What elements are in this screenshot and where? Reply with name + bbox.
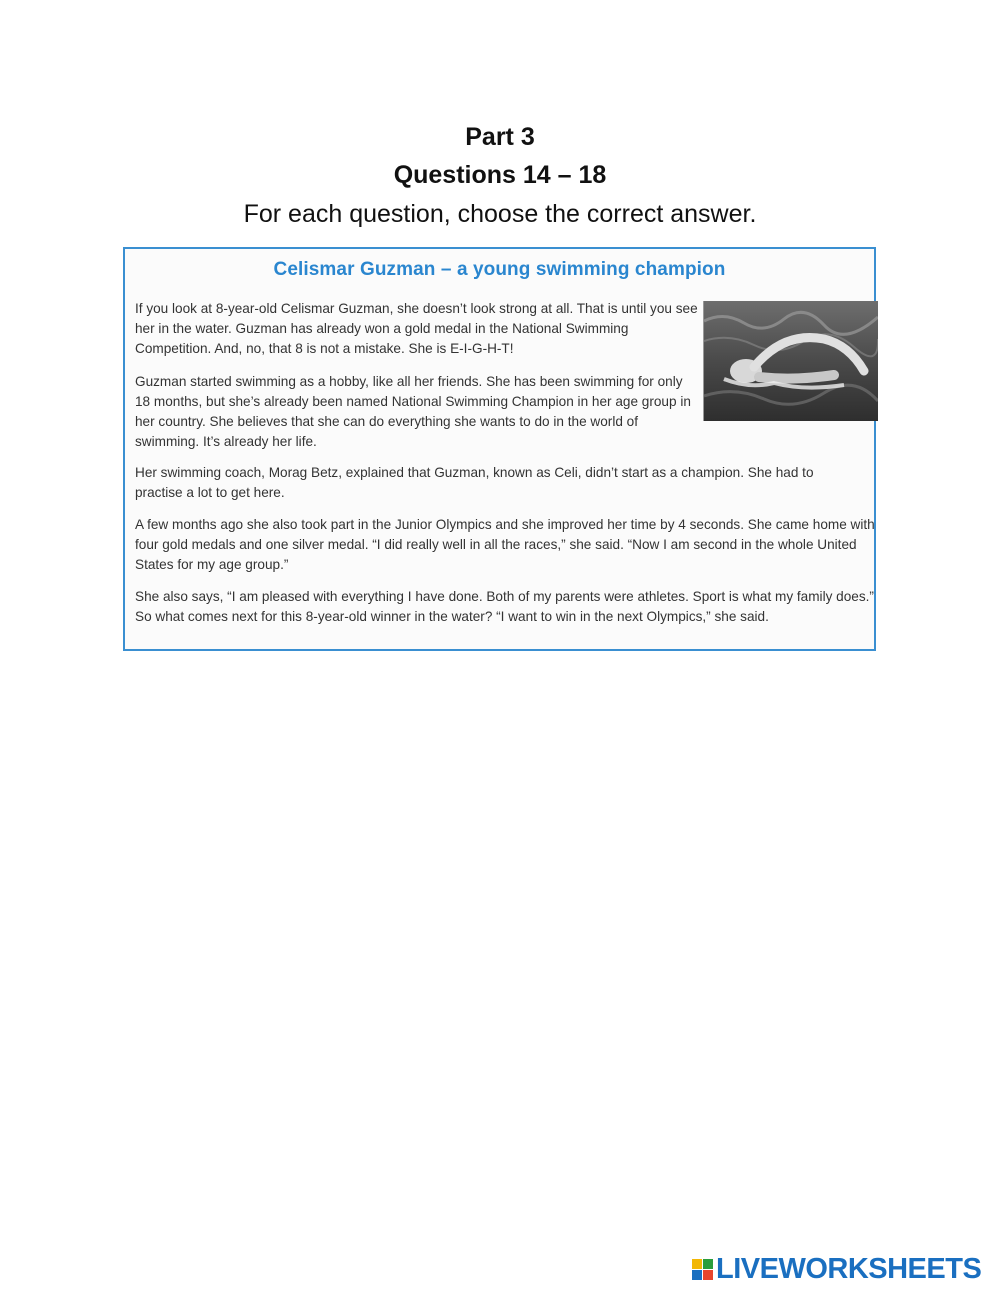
article-paragraph-2: Guzman started swimming as a hobby, like all her friends. She has been swimming for only 18 months, but she’s already been named National Swimming Champion in her age group in her country. She believes that she can do everything she wants to do in the world of swimming. It’s already her life. — [135, 374, 691, 449]
article-paragraph-3: Her swimming coach, Morag Betz, explained that Guzman, known as Celi, didn’t start as a champion. She had to practise a lot to get here. — [135, 465, 814, 500]
instruction-text: For each question, choose the correct answer. — [243, 200, 757, 228]
liveworksheets-logo — [692, 1252, 982, 1285]
article-paragraph-4: A few months ago she also took part in the Junior Olympics and she improved her time by 4 seconds. She came home with four gold medals and one silver medal. “I did really well in all the races,” she said. “Now I am second in the whole United States for my age group.” — [135, 517, 875, 572]
part-title: Part 3 — [465, 123, 535, 151]
reading-article — [123, 247, 876, 651]
logo-text: LIVEWORKSHEETS — [716, 1252, 982, 1285]
logo-blocks-icon — [692, 1259, 713, 1280]
page-header — [0, 118, 1000, 234]
swimmer-photo-icon — [703, 301, 878, 421]
questions-title: Questions 14 – 18 — [393, 161, 607, 189]
article-paragraph-5: She also says, “I am pleased with everything I have done. Both of my parents were athletes. Sport is what my family does.” So what comes next for this 8-year-old winner in the water? “I want to win in the next Olympics,” she said. — [135, 589, 874, 624]
article-title: Celismar Guzman – a young swimming champion — [273, 259, 726, 280]
article-paragraph-1: If you look at 8-year-old Celismar Guzman, she doesn’t look strong at all. That is until you see her in the water. Guzman has already won a gold medal in the National Swimming Competition. And, no, that 8 is not a mistake. She is E-I-G-H-T! — [135, 301, 698, 356]
